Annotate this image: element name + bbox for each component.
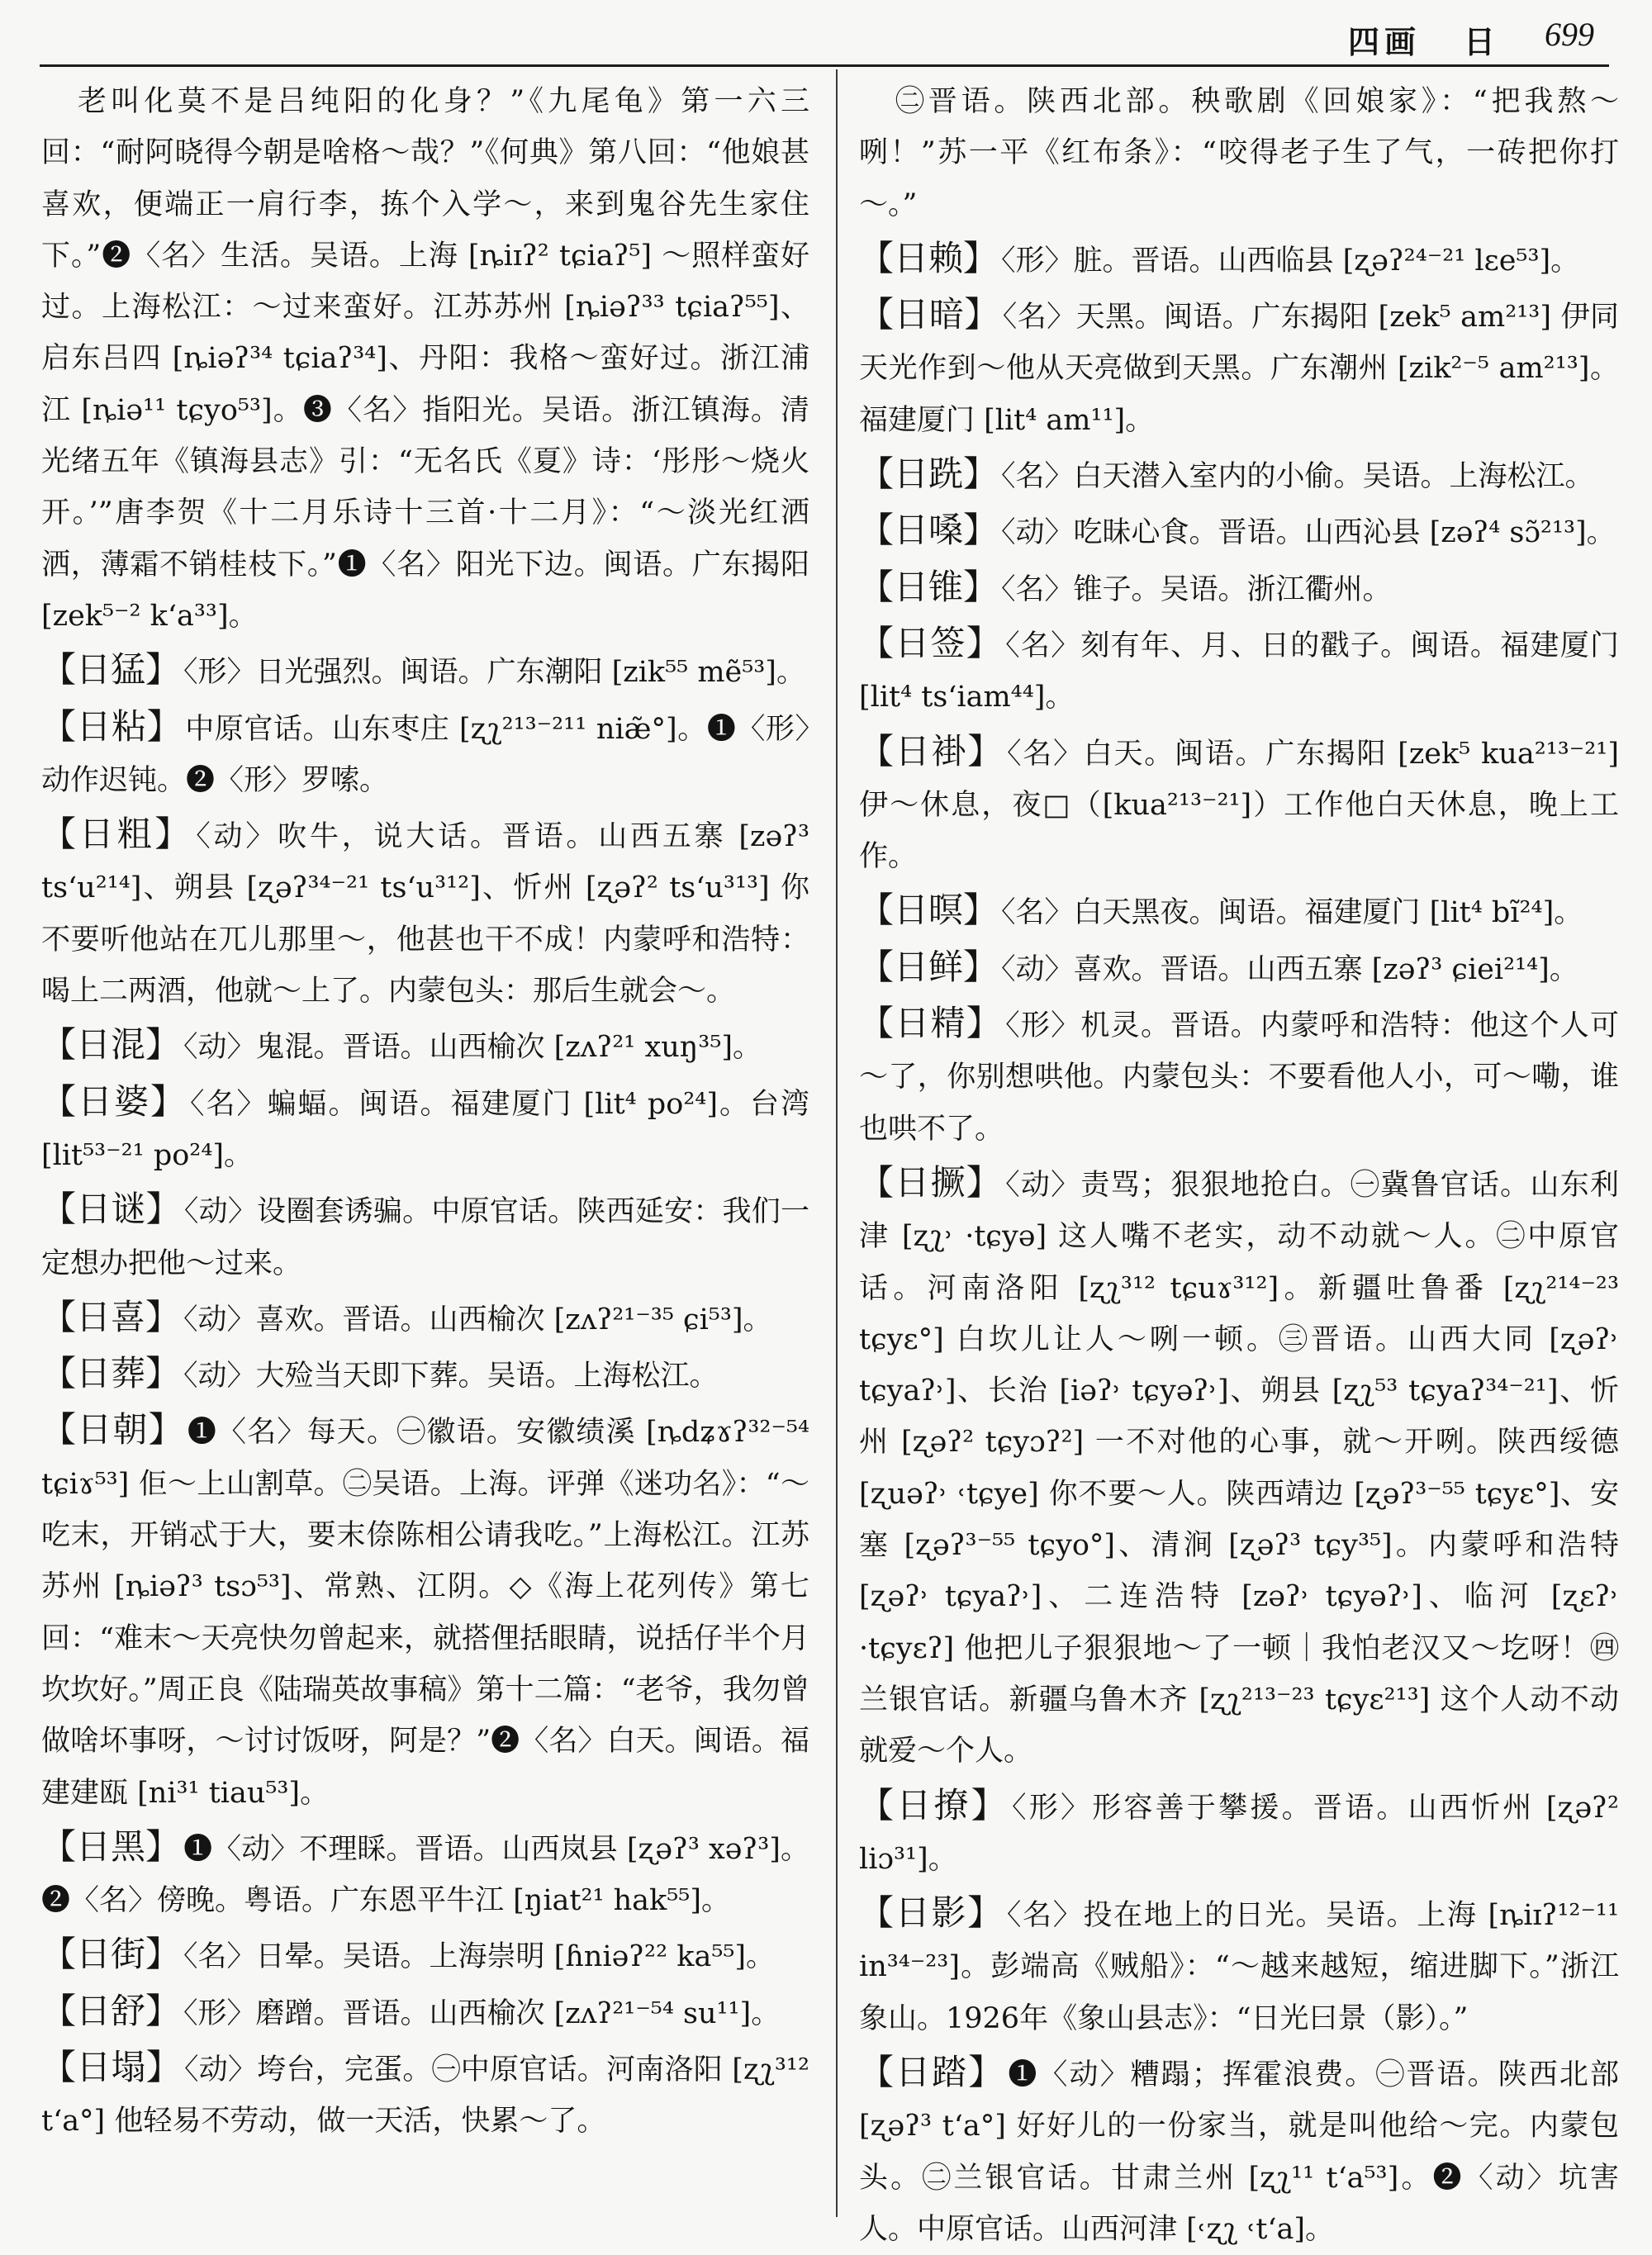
dictionary-entry bbox=[41, 1076, 809, 1182]
dictionary-entry bbox=[859, 726, 1619, 883]
entry-headword: 【日粘】 bbox=[41, 705, 183, 747]
dictionary-entry bbox=[41, 1929, 809, 1982]
section-character: 日 bbox=[1463, 24, 1495, 60]
entry-headword: 【日褂】 bbox=[859, 730, 1004, 771]
section-label: 四画 bbox=[1347, 24, 1421, 60]
entry-text: 〈名〉蝙蝠。闽语。福建厦门 [lit⁴ po²⁴]。台湾 [lit⁵³⁻²¹ po²⁴]。 bbox=[41, 1087, 809, 1172]
entry-headword: 【日舒】 bbox=[41, 1990, 181, 2031]
entry-headword: 【日粗】 bbox=[41, 814, 193, 855]
dictionary-entry bbox=[41, 1986, 809, 2039]
entry-text: ㊁晋语。陕西北部。秧歌剧《回娘家》：“把我熬～咧！”苏一平《红布条》：“咬得老子生了气，一砖把你打～。” bbox=[859, 85, 1619, 221]
entry-headword: 【日婆】 bbox=[41, 1080, 187, 1122]
entry-text: 〈名〉白天黑夜。闽语。福建厦门 [lit⁴ bĩ²⁴]。 bbox=[1001, 896, 1583, 930]
entry-headword: 【日黑】 bbox=[41, 1825, 181, 1867]
dictionary-entry bbox=[859, 1780, 1619, 1886]
entry-text: 老叫化莫不是吕纯阳的化身？”《九尾龟》第一六三回：“耐阿晓得今朝是啥格～哉？”《何典》第八回：“他娘甚喜欢，便端正一肩行李，拣个入学～，来到鬼谷先生家住下。”❷〈名〉生活。吴语。上海 [ȵiɪʔ² tɕiaʔ⁵] ～照样蛮好过。上海松江：～过来蛮好。江苏苏州 [ȵiəʔ³³ tɕiaʔ⁵⁵]、启东吕四 [ȵiəʔ³⁴ tɕiaʔ³⁴]、丹阳：我格～蛮好过。浙江浦江 [ȵiə¹¹ tɕyo⁵³]。❸〈名〉指阳光。吴语。浙江镇海。清光绪五年《镇海县志》引：“无名氏《夏》诗：‘彤彤～烧火开。’”唐李贺《十二月乐诗十三首·十二月》：“～淡光红洒洒，薄霜不销桂枝下。”❶〈名〉阳光下边。闽语。广东揭阳 [zek⁵⁻² k‘a³³]。 bbox=[41, 85, 809, 633]
entry-text: ❶〈动〉糟蹋；挥霍浪费。㊀晋语。陕西北部 [ʐəʔ³ t‘a°] 好好儿的一份家当，就是叫他给～完。内蒙包头。㊁兰银官话。甘肃兰州 [ʐʅ¹¹ t‘a⁵³]。❷〈动〉坑害人。中原官话。山西河津 [˓ʐʅ ˓t‘a]。 bbox=[859, 2058, 1619, 2246]
dictionary-entry bbox=[41, 1184, 809, 1289]
dictionary-entry bbox=[859, 2047, 1619, 2255]
entry-headword: 【日撩】 bbox=[859, 1784, 1009, 1825]
entry-text: 〈动〉吃昧心食。晋语。山西沁县 [zəʔ⁴ sɔ̃²¹³]。 bbox=[1001, 516, 1616, 550]
entry-headword: 【日塌】 bbox=[41, 2046, 181, 2087]
dictionary-entry bbox=[41, 1404, 809, 1818]
entry-text: 〈动〉设圈套诱骗。中原官话。陕西延安：我们一定想办把他～过来。 bbox=[41, 1195, 809, 1280]
entry-headword: 【日猛】 bbox=[41, 649, 181, 691]
entry-text: 〈名〉刻有年、月、日的戳子。闽语。福建厦门 [lit⁴ ts‘iam⁴⁴]。 bbox=[859, 629, 1619, 714]
entry-headword: 【日谜】 bbox=[41, 1189, 181, 1230]
dictionary-entry bbox=[859, 885, 1619, 938]
right-column bbox=[859, 76, 1619, 2246]
dictionary-entry bbox=[859, 76, 1619, 230]
entry-headword: 【日葬】 bbox=[41, 1353, 181, 1394]
entry-text: 〈名〉白天潜入室内的小偷。吴语。上海松江。 bbox=[1001, 460, 1594, 494]
dictionary-entry bbox=[41, 701, 809, 807]
entry-headword: 【日影】 bbox=[859, 1892, 1004, 1934]
dictionary-entry bbox=[41, 644, 809, 698]
entry-headword: 【日撅】 bbox=[859, 1161, 1003, 1203]
dictionary-entry bbox=[41, 1019, 809, 1073]
entry-headword: 【日街】 bbox=[41, 1934, 181, 1975]
entry-headword: 【日踏】 bbox=[859, 2051, 1005, 2092]
entry-headword: 【日暝】 bbox=[859, 890, 999, 931]
entry-text: 〈动〉大殓当天即下葬。吴语。上海松江。 bbox=[183, 1360, 719, 1393]
entry-headword: 【日暗】 bbox=[859, 294, 999, 335]
entry-headword: 【日精】 bbox=[859, 1003, 1003, 1044]
dictionary-entry bbox=[41, 76, 809, 642]
dictionary-entry bbox=[41, 1821, 809, 1927]
left-column bbox=[41, 76, 809, 2215]
entry-text: 〈名〉锥子。吴语。浙江衢州。 bbox=[1001, 572, 1392, 606]
entry-text: 〈形〉脏。晋语。山西临县 [ʐəʔ²⁴⁻²¹ lɛe⁵³]。 bbox=[1001, 244, 1580, 278]
dictionary-entry bbox=[859, 618, 1619, 724]
entry-headword: 【日赖】 bbox=[859, 237, 999, 278]
entry-text: 〈形〉日光强烈。闽语。广东潮阳 [zik⁵⁵ mẽ⁵³]。 bbox=[183, 656, 805, 690]
entry-headword: 【日混】 bbox=[41, 1024, 181, 1066]
dictionary-entry bbox=[859, 289, 1619, 446]
header-rule bbox=[40, 64, 1609, 67]
dictionary-entry bbox=[41, 1292, 809, 1346]
entry-headword: 【日嗓】 bbox=[859, 510, 999, 551]
entry-text: 〈名〉白天。闽语。广东揭阳 [zek⁵ kua²¹³⁻²¹] 伊～休息，夜□（[kua²¹³⁻²¹]）工作他白天休息，晚上工作。 bbox=[859, 737, 1619, 874]
page-number: 699 bbox=[1545, 16, 1594, 53]
entry-text: 〈动〉鬼混。晋语。山西榆次 [zʌʔ²¹ xuŋ³⁵]。 bbox=[183, 1031, 762, 1065]
entry-text: 〈形〉机灵。晋语。内蒙呼和浩特：他这个人可～了，你别想哄他。内蒙包头：不要看他人小，可～嘞，谁也哄不了。 bbox=[859, 1009, 1619, 1146]
dictionary-entry bbox=[859, 233, 1619, 287]
entry-headword: 【日锥】 bbox=[859, 566, 999, 607]
entry-text: 〈动〉吹牛，说大话。晋语。山西五寨 [zəʔ³ ts‘u²¹⁴]、朔县 [ʐəʔ³⁴⁻²¹ ts‘u³¹²]、忻州 [ʐəʔ² ts‘u³¹³] 你不要听他站在兀儿那里～，他甚也干不成！内蒙呼和浩特：喝上二两酒，他就～上了。内蒙包头：那后生就会～。 bbox=[41, 820, 809, 1009]
dictionary-entry bbox=[859, 449, 1619, 502]
entry-headword: 【日喜】 bbox=[41, 1296, 181, 1337]
entry-headword: 【日签】 bbox=[859, 622, 1003, 663]
dictionary-entry bbox=[41, 2042, 809, 2148]
dictionary-entry bbox=[859, 1887, 1619, 2044]
dictionary-entry bbox=[859, 562, 1619, 615]
entry-text: 〈名〉天黑。闽语。广东揭阳 [zek⁵ am²¹³] 伊同天光作到～他从天亮做到天黑。广东潮州 [zik²⁻⁵ am²¹³]。福建厦门 [lit⁴ am¹¹]。 bbox=[859, 301, 1619, 437]
entry-text: ❶〈动〉不理睬。晋语。山西岚县 [ʐəʔ³ xəʔ³]。❷〈名〉傍晚。粤语。广东恩平牛江 [ŋiat²¹ hak⁵⁵]。 bbox=[41, 1832, 809, 1918]
entry-text: 〈动〉喜欢。晋语。山西五寨 [zəʔ³ ɕiei²¹⁴]。 bbox=[1001, 952, 1578, 986]
dictionary-entry bbox=[859, 998, 1619, 1155]
entry-text: 〈动〉责骂；狠狠地抢白。㊀冀鲁官话。山东利津 [ʐʅ˒ ·tɕyə] 这人嘴不老实，动不动就～人。㊁中原官话。河南洛阳 [ʐʅ³¹² tɕuɤ³¹²]。新疆吐鲁番 [ʐʅ²¹⁴⁻²³ tɕyɛ°] 白坎儿让人～咧一顿。㊂晋语。山西大同 [ʐəʔ˒ tɕyaʔ˒]、长治 [iəʔ˒ tɕyəʔ˒]、朔县 [ʐʅ⁵³ tɕyaʔ³⁴⁻²¹]、忻州 [ʐəʔ² tɕyɔʔ²] 一不对他的心事，就～开咧。陕西绥德 [ʐuəʔ˒ ˓tɕye] 你不要～人。陕西靖边 [ʐəʔ³⁻⁵⁵ tɕyɛ°]、安塞 [ʐəʔ³⁻⁵⁵ tɕyo°]、清涧 [ʐəʔ³ tɕy³⁵]。内蒙呼和浩特 [ʐəʔ˒ tɕyaʔ˒]、二连浩特 [zəʔ˒ tɕyəʔ˒]、临河 [ʐɛʔ˒ ·tɕyɛʔ] 他把儿子狠狠地～了一顿｜我怕老汉又～圪呀！㊃兰银官话。新疆乌鲁木齐 [ʐʅ²¹³⁻²³ tɕyɛ²¹³] 这个人动不动就爱～个人。 bbox=[859, 1168, 1619, 1768]
entry-text: 〈形〉形容善于攀援。晋语。山西忻州 [ʐəʔ² liɔ³¹]。 bbox=[859, 1791, 1619, 1876]
dictionary-entry bbox=[41, 1348, 809, 1402]
entry-text: ❶〈名〉每天。㊀徽语。安徽绩溪 [ȵdʑɤʔ³²⁻⁵⁴ tɕiɤ⁵³] 佢～上山割草。㊁吴语。上海。评弹《迷功名》：“～吃末，开销忒于大，要末倷陈相公请我吃。”上海松江。江苏苏州 [ȵiəʔ³ tsɔ⁵³]、常熟、江阴。◇《海上花列传》第七回：“难末～天亮快勿曾起来，就搭俚括眼睛，说括仔半个月坎坎好。”周正良《陆瑞英故事稿》第十二篇：“老爷，我勿曾做啥坏事呀，～讨讨饭呀，阿是？”❷〈名〉白天。闽语。福建建瓯 [ni³¹ tiau⁵³]。 bbox=[41, 1416, 809, 1810]
dictionary-entry bbox=[859, 1157, 1619, 1778]
entry-text: 中原官话。山东枣庄 [ʐʅ²¹³⁻²¹¹ niæ̃°]。❶〈形〉动作迟钝。❷〈形〉罗嗦。 bbox=[41, 712, 809, 797]
column-divider bbox=[836, 69, 838, 2217]
dictionary-entry bbox=[859, 942, 1619, 995]
dictionary-entry bbox=[41, 809, 809, 1017]
entry-headword: 【日朝】 bbox=[41, 1409, 184, 1450]
entry-text: 〈动〉垮台，完蛋。㊀中原官话。河南洛阳 [ʐʅ³¹² t‘a°] 他轻易不劳动，做一天活，快累～了。 bbox=[41, 2053, 809, 2139]
page-header bbox=[0, 0, 1652, 66]
entry-text: 〈名〉投在地上的日光。吴语。上海 [ȵiɪʔ¹²⁻¹¹ in³⁴⁻²³]。彭端高《贼船》：“～越来越短，缩进脚下。”浙江象山。1926年《象山县志》：“日光曰景（影）。” bbox=[859, 1899, 1619, 2035]
entry-text: 〈形〉磨蹭。晋语。山西榆次 [zʌʔ²¹⁻⁵⁴ su¹¹]。 bbox=[183, 1996, 781, 2030]
entry-text: 〈名〉日晕。吴语。上海崇明 [ɦniəʔ²² ka⁵⁵]。 bbox=[183, 1940, 776, 1974]
entry-text: 〈动〉喜欢。晋语。山西榆次 [zʌʔ²¹⁻³⁵ ɕi⁵³]。 bbox=[183, 1303, 772, 1336]
entry-headword: 【日鲜】 bbox=[859, 946, 999, 987]
dictionary-entry bbox=[859, 505, 1619, 558]
entry-headword: 【日跣】 bbox=[859, 453, 999, 495]
